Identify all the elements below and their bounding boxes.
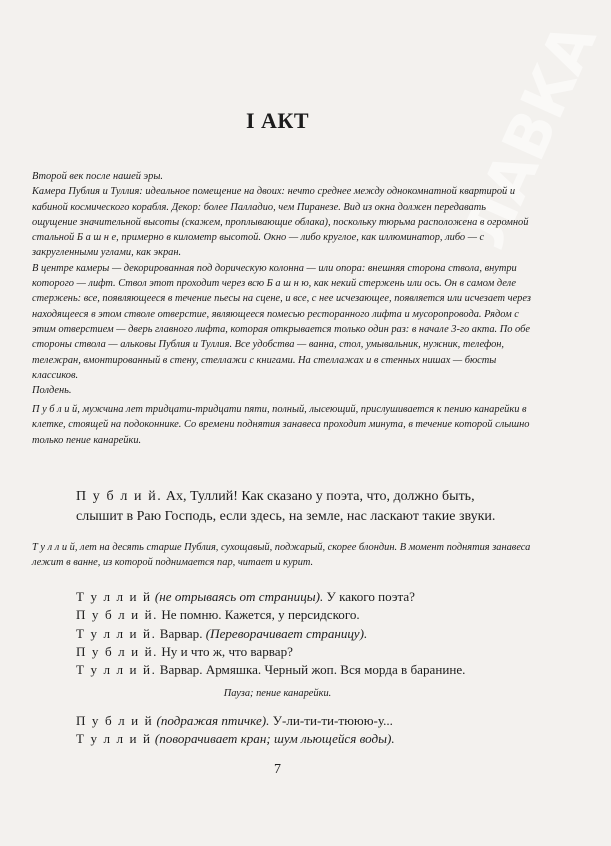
line-text: Варвар.	[156, 625, 206, 641]
act-title: I АКТ	[245, 108, 310, 133]
speaker: Т у л л и й.	[76, 662, 157, 678]
direction: (не отрываясь от страницы).	[151, 589, 324, 604]
direction: (Переворачивает страницу).	[205, 625, 368, 641]
dialogue-line	[76, 643, 516, 661]
stage-direction-time: Второй век после нашей эры.	[32, 171, 163, 182]
line-text: Не помню. Кажется, у персидского.	[158, 607, 360, 623]
tullius-intro-text: Т у л л и й, лет на десять старше Публия, сухощавый, поджарый, скорее блондин. В момент поднятия занавеса лежит в ванне, из которой поднимается пар, читает и курит.	[32, 542, 531, 569]
stage-directions	[32, 169, 532, 398]
stage-direction-noon: Полдень.	[32, 385, 72, 397]
direction: (поворачивает кран; шум льющейся воды).	[151, 731, 395, 747]
dialogue-line	[76, 730, 516, 748]
dialogue-line	[76, 712, 516, 730]
line-text: Ах, Туллий! Как сказано у поэта, что, должно быть, слышит в Раю Господь, если здесь, на земле, нас ласкают такие звуки.	[76, 489, 496, 524]
speaker: П у б л и й.	[76, 643, 159, 659]
dialogue-block-2	[76, 712, 516, 749]
speaker: Т у л л и й	[76, 731, 152, 747]
speaker: П у б л и й.	[76, 607, 159, 623]
dialogue-line	[76, 661, 516, 679]
dialogue-line	[76, 606, 516, 624]
stage-direction-column: В центре камеры — декорированная под дорическую колонна — или опора: внешняя сторона ствола, внутри которого — лифт. Ствол этот проходит через всю Б а ш н ю, как некий стержень или ось. Он в самом деле стержень: все, появляющееся в течение пьесы на сцене, и все, с нее исчезающее, появляется или исчезает через находящееся в этом стволе отверстие, являющееся помесью ресторанного лифта и мусоропровода. Рядом с этим отверстием — дверь главного лифта, которая открывается только один раз: в начале 3-го акта. По обе стороны ствола — альковы Публия и Туллия. Все удобства — ванна, стол, умывальник, нужник, телефон, тележран, вмонтированный в стену, стеллажи с книгами. На стеллажах и в стенных нишах — бюсты классиков.	[32, 262, 531, 381]
line-text: Варвар. Армяшка. Черный жоп. Вся морда в баранине.	[156, 662, 466, 678]
stage-direction-cell: Камера Публия и Туллия: идеальное помещение на двоих: нечто среднее между однокомнатной квартирой и кабиной космического корабля. Декор: более Палладио, чем Пиранезе. Вид из окна должен передавать ощущение значительной высоты (скажем, проплывающие облака), поскольку тюрьма расположена в огромной стальной Б а ш н е, примерно в километр высотой. Окно — либо круглое, как иллюминатор, либо — с закругленными углами, как экран.	[32, 186, 529, 259]
dialogue-block-1	[76, 588, 516, 679]
publius-intro	[32, 402, 532, 448]
speaker: П у б л и й.	[76, 489, 163, 504]
publius-intro-text: П у б л и й, мужчина лет тридцати-тридцати пяти, полный, лысеющий, прислушивается к пению канарейки в клетке, стоящей на подоконнике. Со времени поднятия занавеса проходит минута, в течение которой слышно только пение канарейки.	[32, 404, 530, 446]
speaker: Т у л л и й	[76, 589, 152, 604]
publius-line	[76, 487, 521, 526]
line-text: У-ли-ти-ти-тююю-у...	[269, 713, 393, 728]
tullius-intro	[32, 540, 532, 571]
direction: (подражая птичке).	[153, 713, 270, 728]
dialogue-line	[76, 588, 516, 606]
dialogue-line	[76, 625, 516, 643]
watermark-text: ЛАВКА	[450, 13, 611, 259]
page-number: 7	[274, 762, 281, 777]
speaker: Т у л л и й.	[76, 625, 157, 641]
pause-direction: Пауза; пение канарейки.	[223, 688, 332, 699]
line-text: Ну и что ж, что варвар?	[158, 643, 293, 659]
line-text: У какого поэта?	[323, 589, 415, 604]
speaker: П у б л и й	[76, 713, 154, 728]
